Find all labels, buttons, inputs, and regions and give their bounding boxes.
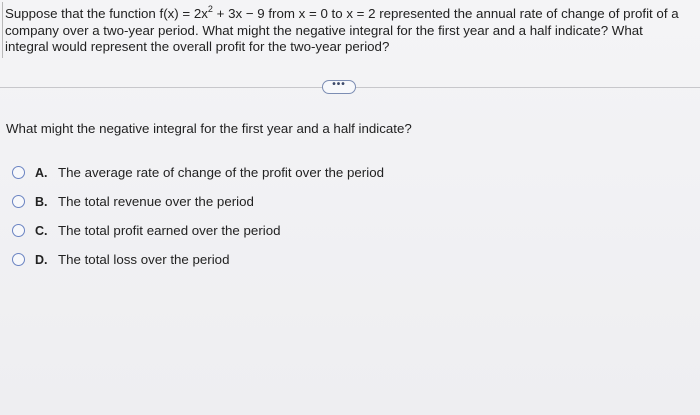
question-line-1-end: + 3x − 9 from x = 0 to x = 2 represented the annual rate of change of profit of a (212, 6, 679, 21)
question-line-2: company over a two-year period. What might the negative integral for the first year and a half indicate? What (5, 22, 643, 38)
radio-button-a[interactable] (12, 166, 25, 179)
exponent: 2 (207, 3, 213, 14)
radio-button-b[interactable] (12, 195, 25, 208)
radio-button-c[interactable] (12, 224, 25, 237)
option-c-text[interactable]: The total profit earned over the period (58, 223, 281, 238)
option-b-text[interactable]: The total revenue over the period (58, 194, 254, 209)
radio-button-d[interactable] (12, 253, 25, 266)
question-text (5, 3, 699, 56)
option-d-letter: D. (35, 252, 48, 267)
question-line-3: integral would represent the overall profit for the two-year period? (5, 39, 390, 54)
option-c[interactable] (8, 216, 384, 245)
answer-options (8, 158, 384, 274)
expand-more-button[interactable]: ••• (322, 80, 356, 94)
sub-question-text: What might the negative integral for the first year and a half indicate? (6, 121, 412, 136)
option-b-letter: B. (35, 194, 48, 209)
option-a-letter: A. (35, 165, 48, 180)
option-b[interactable] (8, 187, 384, 216)
question-line-1 (5, 3, 699, 23)
option-a-text[interactable]: The average rate of change of the profit over the period (58, 165, 384, 180)
option-d-text[interactable]: The total loss over the period (58, 252, 230, 267)
question-line-1-start: Suppose that the function f(x) = 2x (5, 6, 208, 21)
option-a[interactable] (8, 158, 384, 187)
option-d[interactable] (8, 245, 384, 274)
option-c-letter: C. (35, 223, 48, 238)
